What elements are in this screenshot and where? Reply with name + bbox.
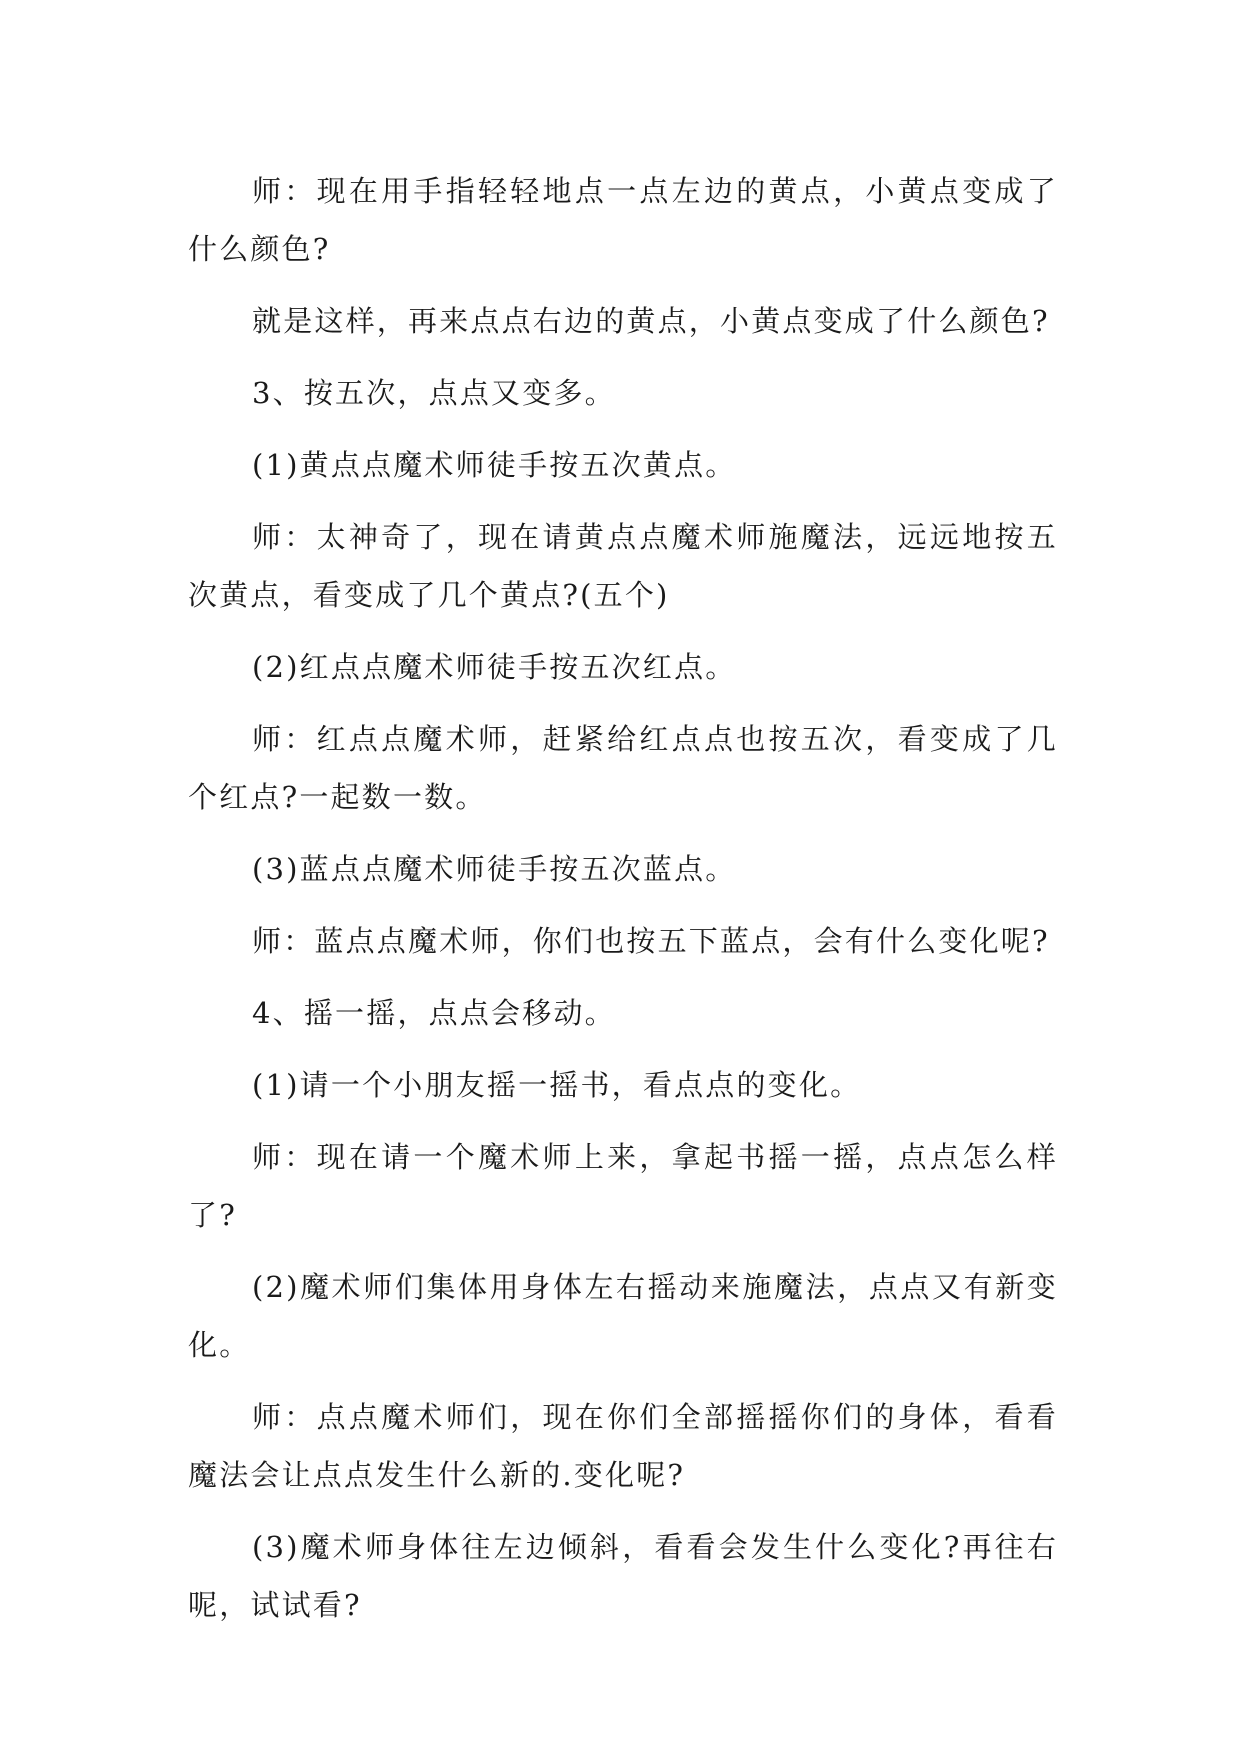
paragraph-4: (1)黄点点魔术师徒手按五次黄点。 (252, 448, 737, 482)
paragraph-15: (3)魔术师身体往左边倾斜，看看会发生什么变化?再往右呢，试试看? (188, 1530, 1058, 1622)
paragraph-5: 师：太神奇了，现在请黄点点魔术师施魔法，远远地按五次黄点，看变成了几个黄点?(五个) (188, 520, 1058, 612)
paragraph-1: 师：现在用手指轻轻地点一点左边的黄点，小黄点变成了什么颜色? (188, 174, 1058, 266)
paragraph-12: 师：现在请一个魔术师上来，拿起书摇一摇，点点怎么样了? (188, 1140, 1058, 1232)
paragraph-2: 就是这样，再来点点右边的黄点，小黄点变成了什么颜色? (252, 304, 1050, 338)
paragraph-14: 师：点点魔术师们，现在你们全部摇摇你们的身体，看看魔法会让点点发生什么新的.变化呢? (188, 1400, 1058, 1492)
document-body (188, 162, 1058, 1648)
paragraph-8: (3)蓝点点魔术师徒手按五次蓝点。 (252, 852, 737, 886)
paragraph-9: 师：蓝点点魔术师，你们也按五下蓝点，会有什么变化呢? (252, 924, 1050, 958)
paragraph-10: 4、摇一摇，点点会移动。 (252, 996, 616, 1030)
paragraph-11: (1)请一个小朋友摇一摇书，看点点的变化。 (252, 1068, 862, 1102)
paragraph-13: (2)魔术师们集体用身体左右摇动来施魔法，点点又有新变化。 (188, 1270, 1058, 1362)
paragraph-6: (2)红点点魔术师徒手按五次红点。 (252, 650, 737, 684)
paragraph-7: 师：红点点魔术师，赶紧给红点点也按五次，看变成了几个红点?一起数一数。 (188, 722, 1058, 814)
paragraph-3: 3、按五次，点点又变多。 (252, 376, 616, 410)
